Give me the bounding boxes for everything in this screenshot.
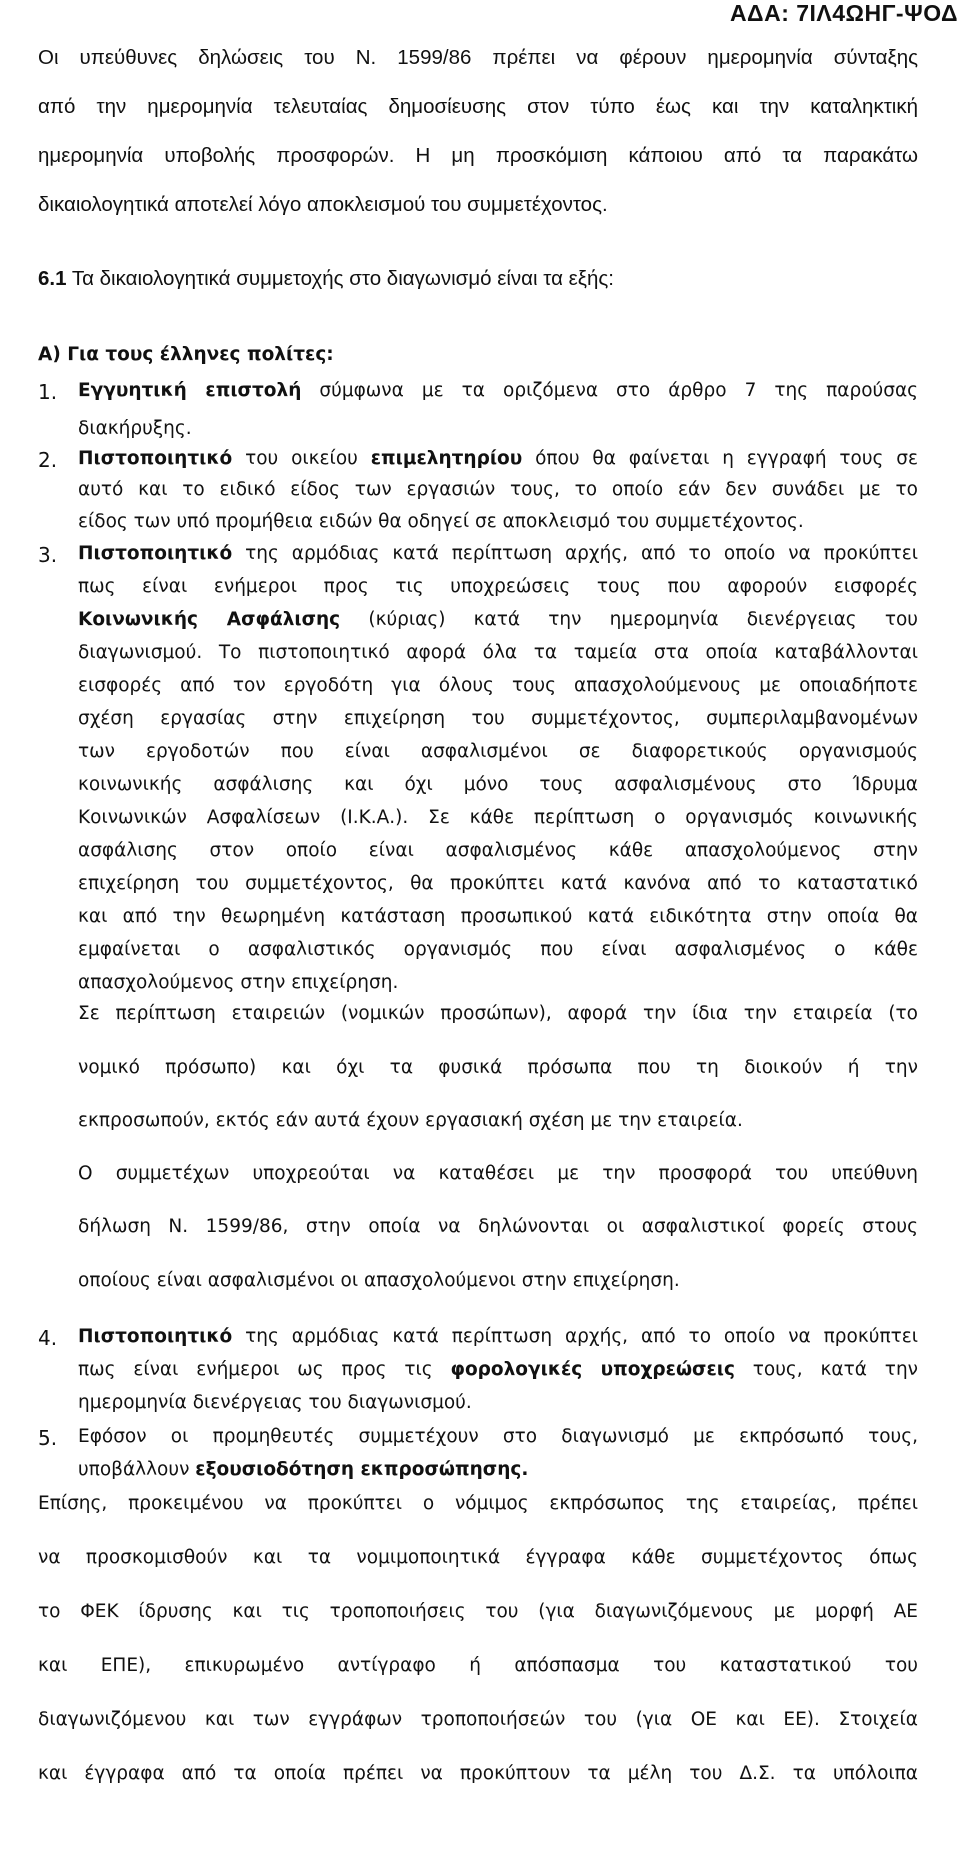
paragraph-line: και ΕΠΕ), επικυρωμένο αντίγραφο ή απόσπασμα του καταστατικού του xyxy=(38,1655,918,1676)
item-text: πως είναι ενήμεροι προς τις υποχρεώσεις τους που αφορούν εισφορές xyxy=(78,576,918,597)
section-title: Τα δικαιολογητικά συμμετοχής στο διαγωνισμό είναι τα εξής: xyxy=(66,267,614,290)
item-text: δήλωση Ν. 1599/86, στην οποία να δηλώνονται οι ασφαλιστικοί φορείς στους xyxy=(78,1216,918,1237)
item-text: Ο συμμετέχων υποχρεούται να καταθέσει με την προσφορά του υπεύθυνη xyxy=(78,1163,918,1184)
item-number: 5. xyxy=(38,1426,58,1450)
item-text: Το πιστοποιητικό αφορά όλα τα ταμεία στα οποία καταβάλλονται xyxy=(202,642,918,663)
subsection-heading: Α) Για τους έλληνες πολίτες: xyxy=(38,344,334,365)
item-number: 1. xyxy=(38,380,58,404)
paragraph-line: διαγωνιζόμενου και των εγγράφων τροποποιήσεών του (για ΟΕ και ΕΕ). Στοιχεία xyxy=(38,1709,918,1730)
item-number: 2. xyxy=(38,448,58,472)
item-number: 3. xyxy=(38,543,58,567)
list-item xyxy=(78,380,918,401)
bold-term: Πιστοποιητικό xyxy=(78,543,233,564)
item-text: Σε περίπτωση εταιρειών (νομικών προσώπων), αφορά την ίδια την εταιρεία (το xyxy=(78,1003,918,1024)
item-text: υποβάλλουν xyxy=(78,1459,196,1480)
item-text: Σε κάθε περίπτωση ο οργανισμός κοινωνικής xyxy=(408,807,918,828)
item-text: Κοινωνικών Ασφαλίσεων (Ι.Κ.Α.). xyxy=(78,807,409,828)
item-text: αυτό και το ειδικό είδος των εργασιών τους, το οποίο εάν δεν συνάδει με το xyxy=(78,479,918,500)
item-text-line xyxy=(78,807,918,828)
ada-code: ΑΔΑ: 7ΙΛ4ΩΗΓ-ΨΟΔ xyxy=(729,0,958,26)
bold-term: φορολογικές υποχρεώσεις xyxy=(450,1359,735,1380)
item-text-line xyxy=(78,609,918,630)
item-text: ημερομηνία διενέργειας του διαγωνισμού. xyxy=(78,1392,472,1413)
bold-term: Πιστοποιητικό xyxy=(78,448,233,469)
intro-line: από την ημερομηνία τελευταίας δημοσίευσης στον τύπο έως και την καταληκτική xyxy=(38,95,918,118)
intro-line: ημερομηνία υποβολής προσφορών. Η μη προσκόμιση κάποιου από τα παρακάτω xyxy=(38,144,918,167)
item-text-line xyxy=(78,1459,918,1480)
item-text: του οικείου xyxy=(232,448,371,469)
item-text: είδος των υπό προμήθεια ειδών θα οδηγεί σε αποκλεισμό του συμμετέχοντος. xyxy=(78,511,804,532)
item-text: της αρμόδιας κατά περίπτωση αρχής, από το οποίο να προκύπτει xyxy=(232,543,918,564)
item-text: πως είναι ενήμεροι ως προς τις xyxy=(78,1359,451,1380)
list-item xyxy=(78,1326,918,1347)
intro-line: δικαιολογητικά αποτελεί λόγο αποκλεισμού του συμμετέχοντος. xyxy=(38,193,608,216)
item-text: (κύριας) κατά την ημερομηνία διενέργειας του xyxy=(340,609,918,630)
item-text: εμφαίνεται ο ασφαλιστικός οργανισμός που είναι ασφαλισμένος ο κάθε xyxy=(78,939,918,960)
section-heading xyxy=(38,267,918,291)
item-text: εκπροσωπούν, εκτός εάν αυτά έχουν εργασιακή σχέση με την εταιρεία. xyxy=(78,1110,743,1131)
bold-term: Εγγυητική επιστολή xyxy=(78,380,302,401)
item-text-line xyxy=(78,1359,918,1380)
item-text: απασχολούμενος στην επιχείρηση. xyxy=(78,972,399,993)
item-text: επιχείρηση του συμμετέχοντος, θα προκύπτει κατά κανόνα από το καταστατικό xyxy=(78,873,918,894)
paragraph-line: το ΦΕΚ ίδρυσης και τις τροποποιήσεις του (για διαγωνιζόμενους με μορφή ΑΕ xyxy=(38,1601,918,1622)
list-item xyxy=(78,543,918,564)
item-text: τους, κατά την xyxy=(734,1359,919,1380)
item-text: σχέση εργασίας στην επιχείρηση του συμμετέχοντος, συμπεριλαμβανομένων xyxy=(78,708,918,729)
item-text: κοινωνικής ασφάλισης και όχι μόνο τους ασφαλισμένους στο Ίδρυμα xyxy=(78,774,918,795)
item-number: 4. xyxy=(38,1326,58,1350)
intro-line: Οι υπεύθυνες δηλώσεις του Ν. 1599/86 πρέπει να φέρουν ημερομηνία σύνταξης xyxy=(38,46,918,69)
item-text: της αρμόδιας κατά περίπτωση αρχής, από το οποίο να προκύπτει xyxy=(232,1326,918,1347)
item-text: διακήρυξης. xyxy=(78,418,192,439)
paragraph-line: να προσκομισθούν και τα νομιμοποιητικά έγγραφα κάθε συμμετέχοντος όπως xyxy=(38,1547,918,1568)
item-text: των εργοδοτών που είναι ασφαλισμένοι σε διαφορετικούς οργανισμούς xyxy=(78,741,918,762)
item-text: όπου θα φαίνεται η εγγραφή τους σε xyxy=(522,448,918,469)
item-text: διαγωνισμού. xyxy=(78,642,203,663)
paragraph-line: και έγγραφα από τα οποία πρέπει να προκύπτουν τα μέλη του Δ.Σ. τα υπόλοιπα xyxy=(38,1763,918,1784)
section-number: 6.1 xyxy=(38,267,67,290)
bold-term: Πιστοποιητικό xyxy=(78,1326,233,1347)
item-text: εισφορές από τον εργοδότη για όλους τους απασχολούμενους με οποιαδήποτε xyxy=(78,675,918,696)
item-text: οποίους είναι ασφαλισμένοι οι απασχολούμενοι στην επιχείρηση. xyxy=(78,1270,680,1291)
item-text-line xyxy=(78,642,918,663)
item-text: νομικό πρόσωπο) και όχι τα φυσικά πρόσωπα που τη διοικούν ή την xyxy=(78,1057,918,1078)
list-item: Εφόσον οι προμηθευτές συμμετέχουν στο διαγωνισμό με εκπρόσωπό τους, xyxy=(78,1426,918,1447)
bold-term: εξουσιοδότηση εκπροσώπησης. xyxy=(195,1459,529,1480)
bold-term: Κοινωνικής Ασφάλισης xyxy=(78,609,341,630)
item-text: και από την θεωρημένη κατάσταση προσωπικού κατά ειδικότητα στην οποία θα xyxy=(78,906,918,927)
paragraph-line: Επίσης, προκειμένου να προκύπτει ο νόμιμος εκπρόσωπος της εταιρείας, πρέπει xyxy=(38,1493,918,1514)
bold-term: επιμελητηρίου xyxy=(370,448,523,469)
list-item xyxy=(78,448,918,469)
item-text: σύμφωνα με τα οριζόμενα στο άρθρο 7 της παρούσας xyxy=(301,380,919,401)
item-text: ασφάλισης στον οποίο είναι ασφαλισμένος κάθε απασχολούμενος στην xyxy=(78,840,918,861)
